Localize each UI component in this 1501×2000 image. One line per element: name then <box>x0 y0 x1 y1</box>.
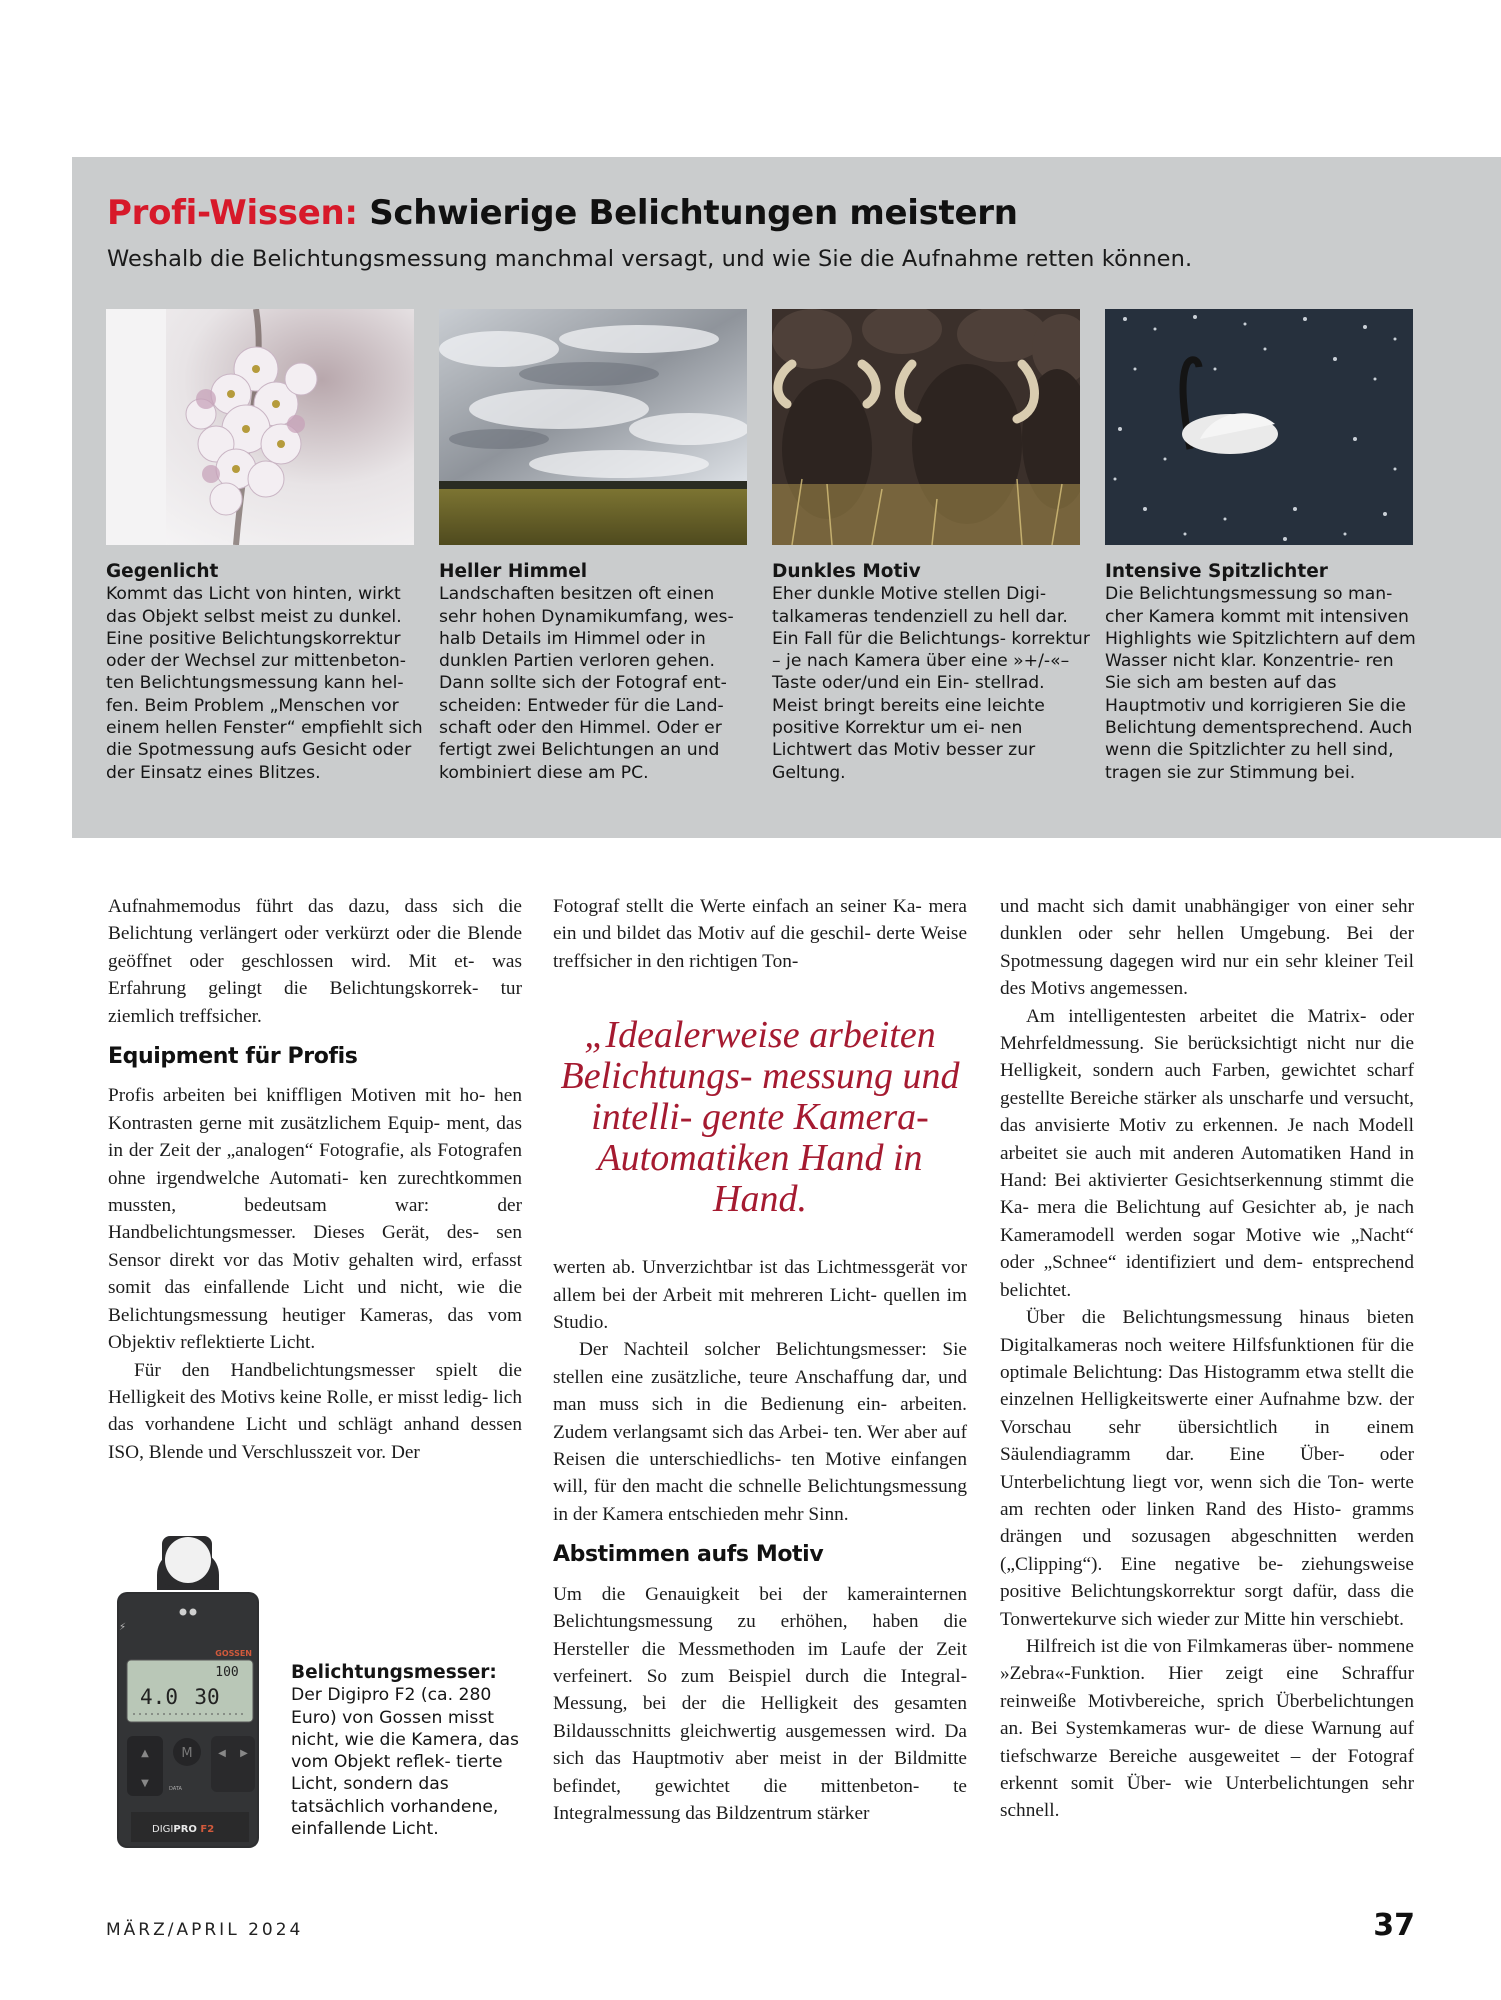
article-column-2 <box>553 893 967 1827</box>
article-column-1 <box>108 893 522 1466</box>
caption-heading: Belichtungsmesser: <box>291 1662 497 1683</box>
light-meter-photo <box>107 1530 269 1850</box>
buffalo-herd-photo <box>772 309 1080 545</box>
paragraph: und macht sich damit unabhängiger von einer sehr dunklen oder sehr hellen Umgebung. Bei der Spotmessung dagegen wird nur ein sehr kleiner Teil des Motivs angemessen. <box>1000 896 1414 1000</box>
svg-text:⚡: ⚡ <box>119 1622 127 1633</box>
light-meter-caption <box>291 1662 521 1840</box>
profi-wissen-box <box>72 157 1501 838</box>
svg-text:▶: ▶ <box>240 1748 248 1759</box>
caption-text: Der Digipro F2 (ca. 280 Euro) von Gossen misst nicht, wie die Kamera, das vom Objekt reflek- tierte Licht, sondern das tatsächlich vorhandene, einfallende Licht. <box>291 1685 520 1840</box>
caption-heading: Dunkles Motiv <box>772 561 921 582</box>
svg-text:▲: ▲ <box>141 1748 149 1759</box>
caption-text: Eher dunkle Motive stellen Digi- talkameras tendenziell zu hell dar. Ein Fall für die Belichtungs- korrektur – je nach Kamera über eine »+/-«–Taste oder/und ein Ein- stellrad. Meist bringt bereits eine leichte positive Korrektur um ei- nen Lichtwert das Motiv besser zur Geltung. <box>772 584 1090 783</box>
caption-heller-himmel <box>439 561 757 784</box>
paragraph: Hilfreich ist die von Filmkameras über- nommene »Zebra«-Funktion. Hier zeigt eine Schraffur reinweiße Motivbereiche, sprich Überbelichtungen an. Bei Systemkameras wur- de diese Warnung auf tiefschwarze Bereiche ausgeweitet – der Fotograf erkennt somit Über- wie Unterbelichtungen sehr schnell. <box>1000 1635 1414 1822</box>
box-kicker: Profi-Wissen: <box>107 193 358 233</box>
meter-model: DIGIPRO F2 <box>152 1824 215 1835</box>
caption-heading: Heller Himmel <box>439 561 588 582</box>
paragraph: Profis arbeiten bei kniffligen Motiven mit ho- hen Kontrasten gerne mit zusätzlichem Equip- ment, das in der Zeit der „analogen“ Fotografie, als Fotografen ohne irgendwelche Automati- ken zurechtkommen mussten, bedeutsam war: der Handbelichtungsmesser. Dieses Gerät, des- sen Sensor direkt vor das Motiv gehalten wird, erfasst somit das einfallende Licht und nicht, wie die Belichtungsmessung heutiger Kameras, das vom Objektiv reflektierte Licht. <box>108 1085 522 1354</box>
caption-intensive-spitzlichter <box>1105 561 1423 784</box>
pull-quote: „Idealerweise arbeiten Belichtungs- messung und intelli- gente Kamera- Automatiken Hand in Hand. <box>560 1014 960 1221</box>
caption-text: Die Belichtungsmessung so man- cher Kamera kommt mit intensiven Highlights wie Spitzlichtern auf dem Wasser nicht klar. Konzentrie- ren Sie sich am besten auf das Hauptmotiv und korrigieren Sie die Belichtung dementsprechend. Auch wenn die Spitzlichter zu hell sind, tragen sie zur Stimmung bei. <box>1105 584 1416 783</box>
paragraph: Um die Genauigkeit bei der kamerainternen Belichtungsmessung zu erhöhen, haben die Hersteller die Messmethoden im Laufe der Zeit verfeinert. So zum Beispiel durch die Integral- Messung, bei der die Helligkeit des gesamten Bildausschnitts gleichwertig ausgemessen wird. Da sich das Hauptmotiv aber meist in der Bildmitte befindet, gewichtet die mittenbeton- te Integralmessung das Bildzentrum stärker <box>553 1583 967 1824</box>
meter-data-label: DATA <box>169 1786 182 1792</box>
caption-heading: Gegenlicht <box>106 561 219 582</box>
meter-aperture: 4.0 <box>140 1685 178 1709</box>
article-column-3 <box>1000 893 1414 1825</box>
cherry-blossom-photo <box>106 309 414 545</box>
paragraph: Aufnahmemodus führt das dazu, dass sich die Belichtung verlängert oder verkürzt oder die Blende geöffnet oder geschlossen wird. Mit et- was Erfahrung gelingt die Belichtungskorrek- tur ziemlich treffsicher. <box>108 896 522 1027</box>
section-heading-abstimmen: Abstimmen aufs Motiv <box>553 1542 824 1568</box>
box-subtitle: Weshalb die Belichtungsmessung manchmal versagt, und wie Sie die Aufnahme retten können. <box>107 246 1193 272</box>
caption-text: Landschaften besitzen oft einen sehr hohen Dynamikumfang, wes- halb Details im Himmel oder in dunklen Partien verloren gehen. Dann sollte sich der Fotograf ent- scheiden: Entweder für die Land- schaft oder den Himmel. Oder er fertigt zwei Belichtungen an und kombiniert diese am PC. <box>439 584 734 783</box>
swan-on-water-photo <box>1105 309 1413 545</box>
paragraph: Fotograf stellt die Werte einfach an seiner Ka- mera ein und bildet das Motiv auf die geschil- derte Weise treffsicher in den richtigen Ton- <box>553 896 967 972</box>
caption-gegenlicht <box>106 561 424 784</box>
section-heading-equipment: Equipment für Profis <box>108 1044 358 1070</box>
svg-text:▼: ▼ <box>141 1778 149 1789</box>
issue-date: MÄRZ/APRIL 2024 <box>106 1920 304 1940</box>
caption-heading: Intensive Spitzlichter <box>1105 561 1328 582</box>
paragraph: Über die Belichtungsmessung hinaus bieten Digitalkameras noch weitere Hilfsfunktionen für die optimale Belichtung: Das Histogramm etwa stellt die einzelnen Helligkeitswerte einer Aufnahme bzw. der Vorschau sehr übersichtlich in einem Säulendiagramm dar. Eine Über- oder Unterbelichtung liegt vor, wenn sich die Ton- werte am rechten oder linken Rand des Histo- gramms drängen und sozusagen abgeschnitten werden („Clipping“). Eine negative be- ziehungsweise positive Belichtungskorrektur sorgt dafür, dass die Tonwertekurve sich wieder zur Mitte hin verschiebt. <box>1000 1307 1414 1630</box>
meter-iso: 100 <box>215 1665 239 1680</box>
svg-text:◀: ◀ <box>218 1748 226 1759</box>
meter-m-button: M <box>181 1746 193 1761</box>
box-title <box>107 193 1018 233</box>
paragraph: Am intelligentesten arbeitet die Matrix- oder Mehrfeldmessung. Sie berücksichtigt nicht nur die Helligkeit, sondern auch Farben, gewichtet scharf gestellte Bereiche stärker als unscharfe und versucht, das anvisierte Motiv zu erkennen. Je nach Modell arbeitet sie auch mit anderen Automatiken Hand in Hand: Bei aktivierter Gesichtserkennung stimmt die Ka- mera die Belichtung auf Gesichter ab, je nach Kameramodell werden sogar Motive wie „Nacht“ oder „Schnee“ identifiziert und dem- entsprechend belichtet. <box>1000 1005 1414 1301</box>
paragraph: Der Nachteil solcher Belichtungsmesser: Sie stellen eine zusätzliche, teure Anschaffung dar, und man muss sich in die Bedienung ein- arbeiten. Zudem verlangsamt sich das Arbei- ten. Wer aber auf Reisen die unterschiedlichs- ten Motive einfangen will, für den macht die schnelle Belichtungsmessung in der Kamera entschieden mehr Sinn. <box>553 1339 967 1525</box>
caption-dunkles-motiv <box>772 561 1090 784</box>
box-headline: Schwierige Belichtungen meistern <box>357 193 1018 233</box>
meter-time: 30 <box>194 1685 220 1709</box>
meter-brand: GOSSEN <box>215 1649 252 1658</box>
caption-text: Kommt das Licht von hinten, wirkt das Objekt selbst meist zu dunkel. Eine positive Belichtungskorrektur oder der Wechsel zur mittenbeton- ten Belichtungsmessung kann hel- fen. Beim Problem „Menschen vor einem hellen Fenster“ empfiehlt sich die Spotmessung aufs Gesicht oder der Einsatz eines Blitzes. <box>106 584 423 783</box>
cloudy-sky-landscape-photo <box>439 309 747 545</box>
page-number: 37 <box>1373 1908 1415 1943</box>
paragraph: Für den Handbelichtungsmesser spielt die Helligkeit des Motivs keine Rolle, er misst ledig- lich das vorhandene Licht und schlägt anhand dessen ISO, Blende und Verschlusszeit vor. Der <box>108 1359 522 1463</box>
paragraph: werten ab. Unverzichtbar ist das Lichtmessgerät vor allem bei der Arbeit mit mehreren Licht- quellen im Studio. <box>553 1257 967 1334</box>
